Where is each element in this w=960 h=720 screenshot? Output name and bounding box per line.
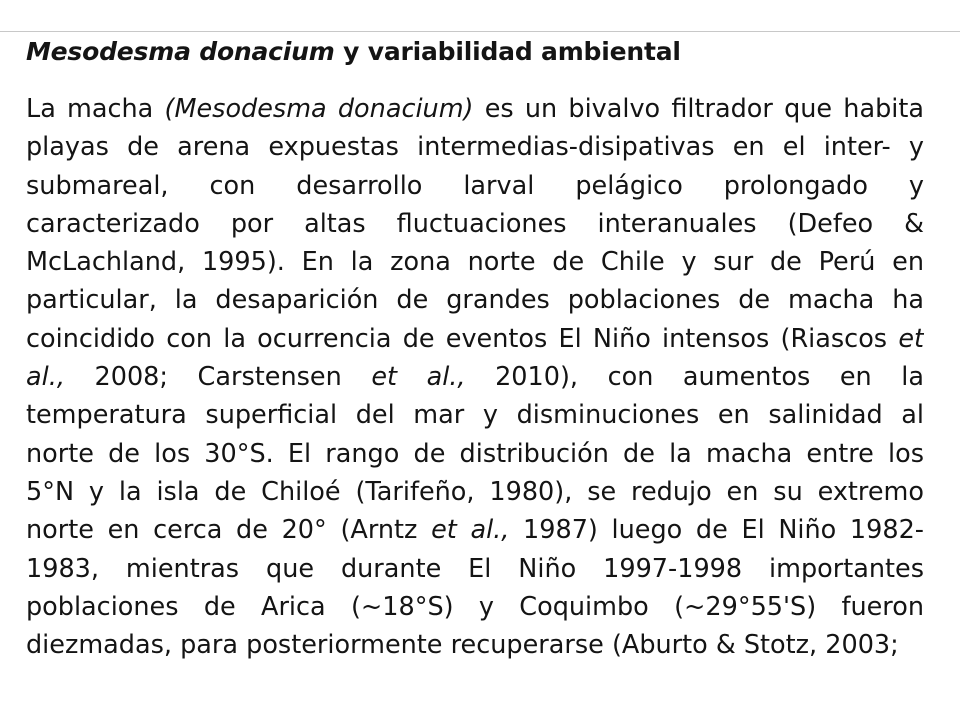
- text-segment: temperatura superficial del mar y disminuciones en salinidad al: [26, 400, 924, 431]
- text-segment: coincidido con la ocurrencia de eventos El Niño intensos (Riascos: [26, 323, 899, 354]
- text-segment: 5°N y la isla de Chiloé (Tarifeño, 1980), se redujo en su extremo: [26, 476, 924, 507]
- text-segment: poblaciones de Arica (~18°S) y Coquimbo (~29°55'S) fueron: [26, 591, 924, 622]
- text-line: [26, 435, 924, 473]
- body-paragraph: [26, 90, 924, 664]
- text-segment: 1983, mientras que durante El Niño 1997-1998 importantes: [26, 553, 924, 584]
- italic-text: et: [898, 323, 924, 354]
- text-line: [26, 626, 924, 664]
- text-segment: es un bivalvo filtrador que habita: [473, 94, 924, 124]
- text-line: [26, 90, 924, 128]
- italic-text: et al.,: [431, 515, 510, 546]
- italic-text: (Mesodesma donacium): [164, 94, 474, 124]
- text-line: [26, 281, 924, 319]
- text-segment: caracterizado por altas fluctuaciones interanuales (Defeo &: [26, 208, 924, 239]
- text-line: [26, 396, 924, 434]
- italic-text: al.,: [26, 362, 65, 393]
- text-line: [26, 243, 924, 281]
- title-species-name: Mesodesma donacium: [26, 37, 335, 66]
- text-segment: submareal, con desarrollo larval pelágico prolongado y: [26, 170, 924, 201]
- text-line: [26, 358, 924, 396]
- slide-title: [26, 33, 681, 71]
- text-segment: 2008; Carstensen: [64, 362, 372, 393]
- text-segment: 1987) luego de El Niño 1982-: [509, 515, 924, 546]
- text-line: [26, 205, 924, 243]
- text-line: [26, 473, 924, 511]
- italic-text: et al.,: [371, 362, 466, 393]
- title-text: y variabilidad ambiental: [334, 37, 681, 66]
- text-segment: McLachland, 1995). En la zona norte de Chile y sur de Perú en: [26, 247, 924, 278]
- text-line: [26, 550, 924, 588]
- text-segment: 2010), con aumentos en la: [465, 362, 924, 393]
- text-line: [26, 167, 924, 205]
- text-line: [26, 320, 924, 358]
- text-line: [26, 511, 924, 549]
- top-divider: [0, 31, 960, 32]
- text-segment: particular, la desaparición de grandes poblaciones de macha ha: [26, 285, 924, 316]
- text-segment: playas de arena expuestas intermedias-disipativas en el inter- y: [26, 132, 924, 163]
- text-segment: norte en cerca de 20° (Arntz: [26, 515, 432, 546]
- text-line: [26, 128, 924, 166]
- text-segment: La macha: [26, 94, 165, 124]
- text-segment: diezmadas, para posteriormente recuperarse (Aburto & Stotz, 2003;: [26, 630, 899, 661]
- text-line: [26, 588, 924, 626]
- text-segment: norte de los 30°S. El rango de distribución de la macha entre los: [26, 438, 924, 469]
